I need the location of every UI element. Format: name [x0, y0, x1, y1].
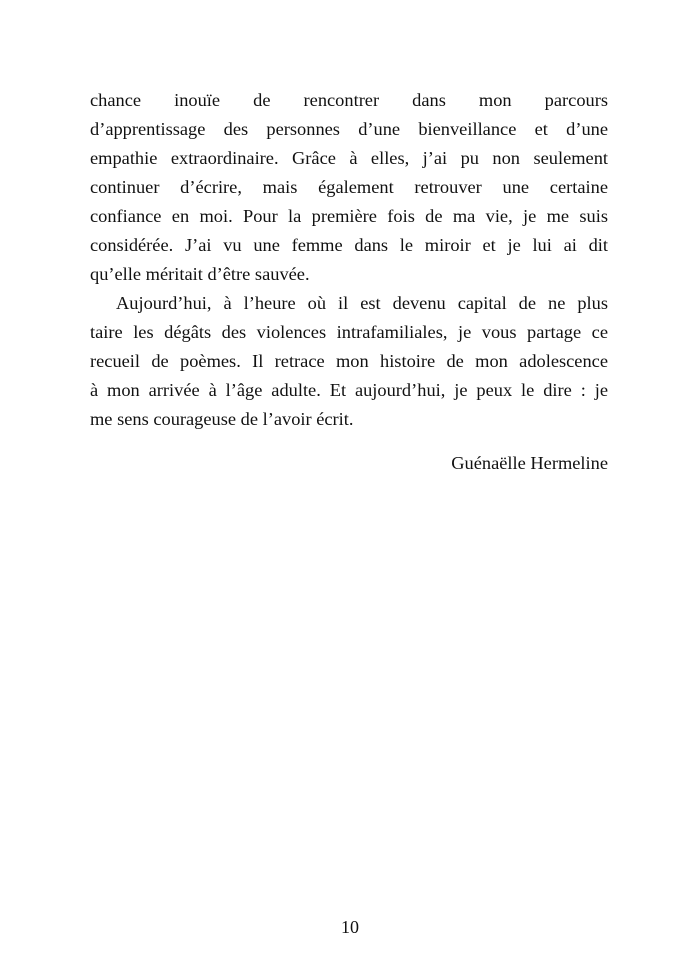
text-line: considérée. J’ai vu une femme dans le miroir et je lui ai dit — [90, 235, 608, 255]
text-line: d’apprentissage des personnes d’une bienveillance et d’une — [90, 119, 608, 139]
page-body — [90, 86, 608, 434]
text-line: chance inouïe de rencontrer dans mon parcours — [90, 90, 608, 110]
text-line: qu’elle méritait d’être sauvée. — [90, 264, 310, 284]
text-line: taire les dégâts des violences intrafamiliales, je vous partage ce — [90, 322, 608, 342]
paragraph-2 — [90, 289, 608, 434]
page-number: 10 — [341, 917, 359, 937]
text-line: continuer d’écrire, mais également retrouver une certaine — [90, 177, 608, 197]
paragraph-1 — [90, 86, 608, 289]
text-line: Aujourd’hui, à l’heure où il est devenu capital de ne plus — [116, 293, 608, 313]
text-line: confiance en moi. Pour la première fois de ma vie, je me suis — [90, 206, 608, 226]
text-line: me sens courageuse de l’avoir écrit. — [90, 409, 354, 429]
author-signature: Guénaëlle Hermeline — [451, 453, 608, 473]
text-line: empathie extraordinaire. Grâce à elles, j’ai pu non seulement — [90, 148, 608, 168]
text-line: à mon arrivée à l’âge adulte. Et aujourd’hui, je peux le dire : je — [90, 380, 608, 400]
text-line: recueil de poèmes. Il retrace mon histoire de mon adolescence — [90, 351, 608, 371]
